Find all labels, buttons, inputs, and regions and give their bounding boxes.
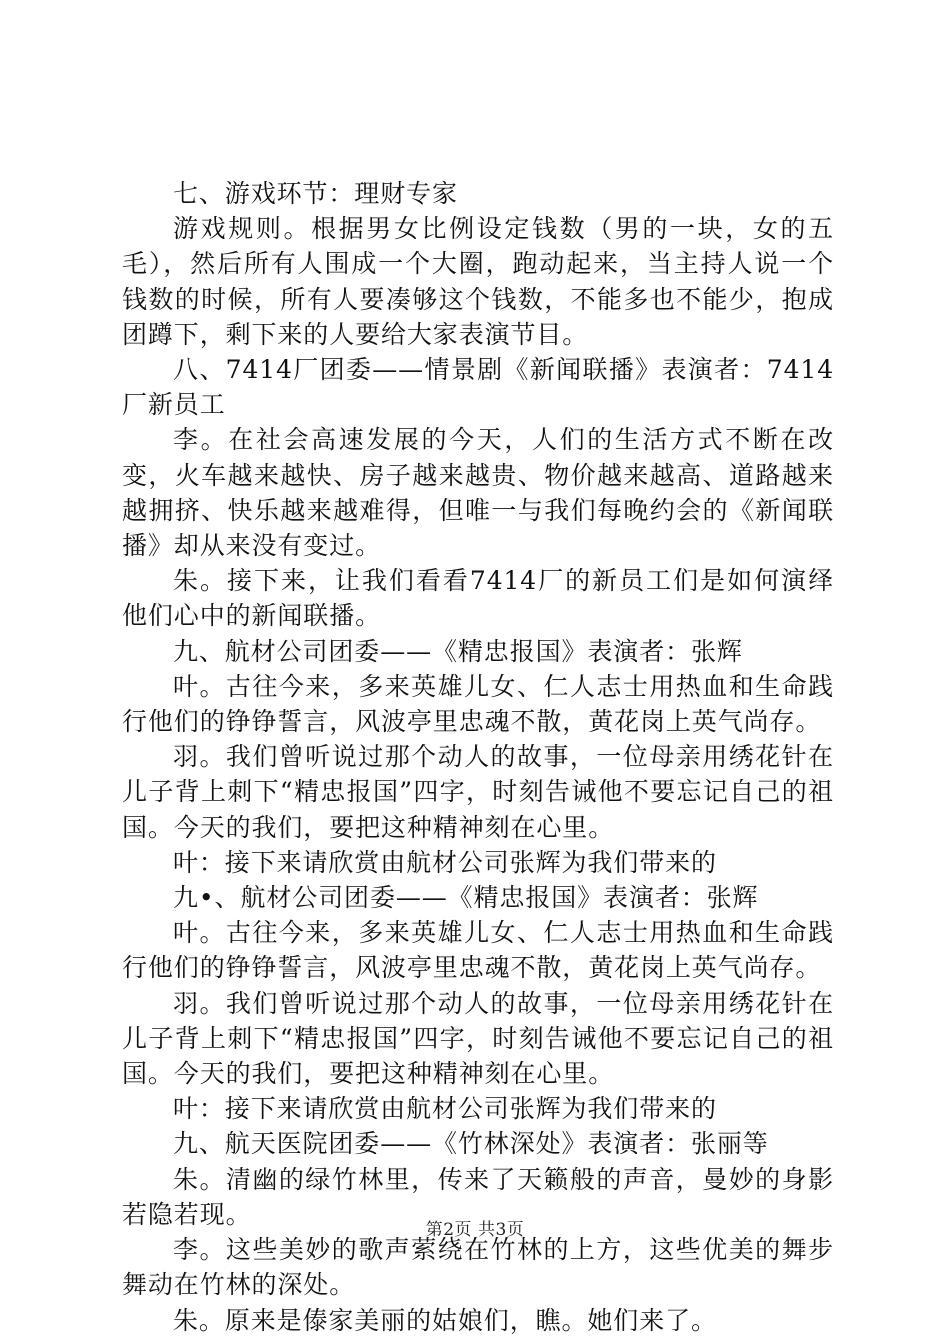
paragraph-ye-intro-1: 叶：接下来请欣赏由航材公司张辉为我们带来的 — [173, 847, 717, 877]
page-number-footer: 第2页 共3页 — [425, 1220, 525, 1240]
paragraph-li-1: 李。在社会高速发展的今天，人们的生活方式不断在改变，火车越来越快、房子越来越贵、物价越来越高、道路越来越拥挤、快乐越来越难得，但唯一与我们每晚约会的《新闻联播》却从来没有变过。 — [122, 425, 834, 561]
section-heading-9a: 九、航材公司团委——《精忠报国》表演者：张辉 — [173, 636, 743, 666]
section-heading-8: 八、7414厂团委——情景剧《新闻联播》表演者：7414厂新员工 — [122, 355, 834, 420]
paragraph-ye-intro-2: 叶：接下来请欣赏由航材公司张辉为我们带来的 — [173, 1094, 717, 1124]
section-heading-7: 七、游戏环节：理财专家 — [173, 179, 458, 208]
paragraph-li-2: 李。这些美妙的歌声萦绕在竹林的上方，这些优美的舞步舞动在竹林的深处。 — [122, 1235, 834, 1300]
section-heading-9b: 九•、航材公司团委——《精忠报国》表演者：张辉 — [173, 883, 759, 913]
section-heading-9c: 九、航天医院团委——《竹林深处》表演者：张丽等 — [173, 1129, 769, 1159]
paragraph-ye-1: 叶。古往今来，多来英雄儿女、仁人志士用热血和生命践行他们的铮铮誓言，风波亭里忠魂不散，黄花岗上英气尚存。 — [122, 671, 834, 737]
paragraph-zhu-1: 朱。接下来，让我们看看7414厂的新员工们是如何演绎他们心中的新闻联播。 — [122, 566, 834, 631]
paragraph-zhu-3: 朱。原来是傣家美丽的姑娘们，瞧。她们来了。 — [173, 1305, 717, 1335]
document-body — [122, 176, 834, 1338]
paragraph-ye-2: 叶。古往今来，多来英雄儿女、仁人志士用热血和生命践行他们的铮铮誓言，风波亭里忠魂不散，黄花岗上英气尚存。 — [122, 918, 834, 983]
paragraph-game-rules: 游戏规则。根据男女比例设定钱数（男的一块，女的五毛），然后所有人围成一个大圈，跑动起来，当主持人说一个钱数的时候，所有人要凑够这个钱数，不能多也不能少，抱成团蹲下，剩下来的人要给大家表演节目。 — [122, 214, 834, 349]
paragraph-zhu-2: 朱。清幽的绿竹林里，传来了天籁般的声音，曼妙的身影若隐若现。 — [122, 1164, 834, 1229]
paragraph-yu-2: 羽。我们曾听说过那个动人的故事，一位母亲用绣花针在儿子背上刺下“精忠报国”四字，时刻告诫他不要忘记自己的祖国。今天的我们，要把这种精神刻在心里。 — [122, 988, 834, 1089]
paragraph-yu-1: 羽。我们曾听说过那个动人的故事，一位母亲用绣花针在儿子背上刺下“精忠报国”四字，时刻告诫他不要忘记自己的祖国。今天的我们，要把这种精神刻在心里。 — [122, 742, 834, 842]
